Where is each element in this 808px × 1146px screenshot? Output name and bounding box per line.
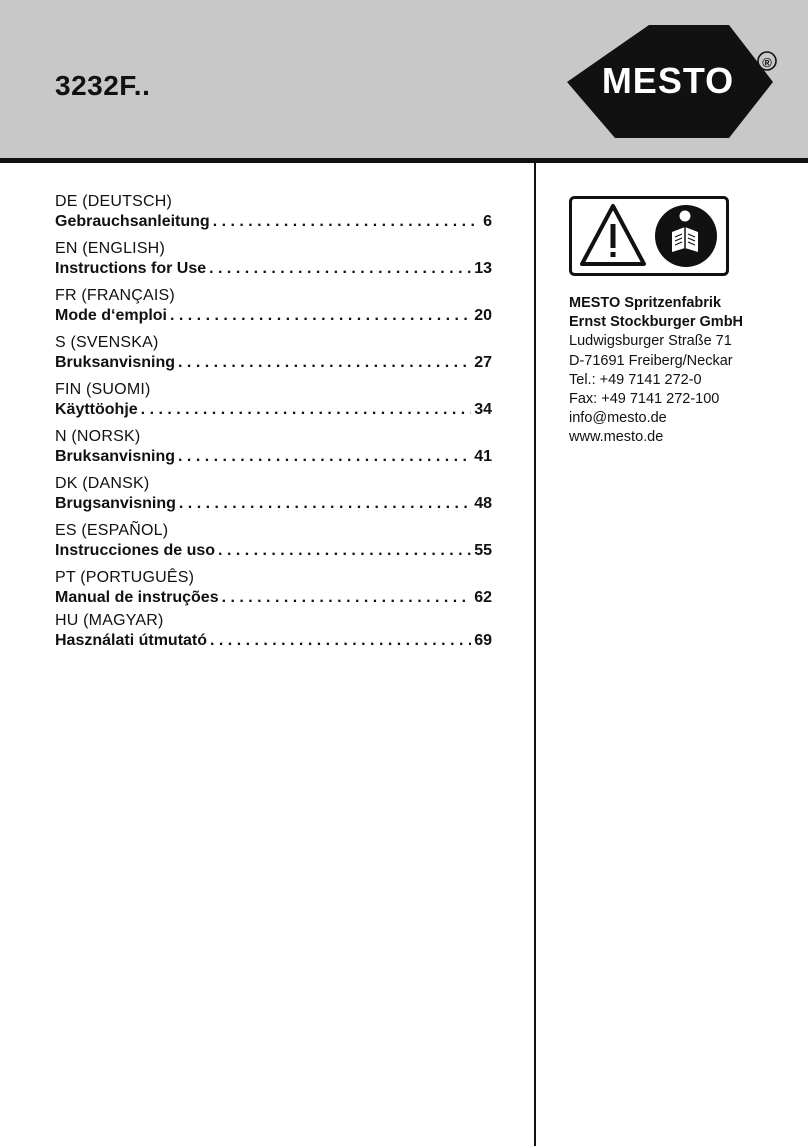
toc-leader-dots	[178, 353, 471, 373]
toc-entry-es[interactable]	[55, 521, 492, 561]
header-band	[0, 0, 808, 158]
company-name: MESTO Spritzenfabrik	[569, 295, 722, 311]
toc-language: FIN (SUOMI)	[55, 381, 151, 398]
column-divider	[534, 163, 536, 1146]
toc-leader-dots	[209, 259, 471, 279]
registered-mark: ®	[762, 55, 772, 70]
safety-symbols-box	[569, 196, 729, 276]
toc-entry-fr[interactable]	[55, 286, 492, 326]
toc-page-number: 69	[474, 632, 492, 649]
toc-title: Gebrauchsanleitung	[55, 213, 210, 230]
toc-language: DK (DANSK)	[55, 475, 150, 492]
toc-entry-pt[interactable]	[55, 568, 492, 608]
toc-page-number: 55	[474, 542, 492, 559]
toc-language: N (NORSK)	[55, 428, 141, 445]
toc-title: Mode d‘emploi	[55, 307, 167, 324]
toc-language: S (SVENSKA)	[55, 334, 159, 351]
telephone: Tel.: +49 7141 272-0	[569, 371, 702, 388]
contact-block	[569, 294, 789, 448]
toc-row[interactable]	[55, 541, 492, 561]
toc-page-number: 13	[474, 260, 492, 277]
toc-title: Bruksanvisning	[55, 448, 176, 465]
toc-row[interactable]	[55, 306, 492, 326]
toc-row[interactable]	[55, 631, 492, 651]
company-name-line2: Ernst Stockburger GmbH	[569, 314, 744, 331]
toc-page-number: 48	[474, 495, 492, 512]
toc-leader-dots	[179, 494, 471, 514]
toc-row[interactable]	[55, 400, 492, 420]
toc-entry-de[interactable]	[55, 192, 492, 232]
website-link[interactable]: www.mesto.de	[569, 429, 664, 446]
toc-title: Manual de instruções	[55, 589, 219, 606]
toc-row[interactable]	[55, 447, 492, 467]
toc-language: EN (ENGLISH)	[55, 240, 165, 257]
toc-page-number: 6	[483, 213, 492, 230]
toc-page-number: 62	[474, 589, 492, 606]
logo-text: MESTO	[601, 60, 735, 101]
toc-row[interactable]	[55, 212, 492, 232]
model-number: 3232F..	[55, 70, 151, 101]
toc-row[interactable]	[55, 588, 492, 608]
toc-title: Használati útmutató	[55, 632, 208, 649]
toc-leader-dots	[222, 588, 472, 608]
toc-entry-dk[interactable]	[55, 474, 492, 514]
toc-title: Brugsanvisning	[55, 495, 176, 512]
toc-row[interactable]	[55, 494, 492, 514]
toc-leader-dots	[178, 447, 471, 467]
toc-entry-s[interactable]	[55, 333, 492, 373]
toc-title: Instructions for Use	[55, 260, 207, 277]
toc-entry-fin[interactable]	[55, 380, 492, 420]
toc-language: DE (DEUTSCH)	[55, 193, 173, 210]
toc-leader-dots	[218, 541, 471, 561]
mesto-logo	[563, 20, 783, 140]
toc-title: Käyttöohje	[55, 401, 138, 418]
toc-row[interactable]	[55, 353, 492, 373]
toc-language: FR (FRANÇAIS)	[55, 287, 175, 304]
toc-language: HU (MAGYAR)	[55, 612, 164, 629]
toc-leader-dots	[170, 306, 471, 326]
toc-page-number: 41	[474, 448, 492, 465]
toc-page-number: 27	[474, 354, 492, 371]
toc-language: PT (PORTUGUÊS)	[55, 569, 195, 586]
toc-title: Bruksanvisning	[55, 354, 176, 371]
city-address: D-71691 Freiberg/Neckar	[569, 352, 733, 369]
toc-leader-dots	[141, 400, 472, 420]
fax: Fax: +49 7141 272-100	[569, 391, 720, 408]
toc-entry-hu[interactable]	[55, 611, 492, 651]
toc-entry-en[interactable]	[55, 239, 492, 279]
email-link[interactable]: info@mesto.de	[569, 410, 667, 427]
toc-row[interactable]	[55, 259, 492, 279]
toc-page-number: 34	[474, 401, 492, 418]
header-rule	[0, 158, 808, 163]
toc-leader-dots	[213, 212, 480, 232]
toc-language: ES (ESPAÑOL)	[55, 522, 169, 539]
toc-page-number: 20	[474, 307, 492, 324]
table-of-contents	[55, 192, 492, 658]
toc-title: Instrucciones de uso	[55, 542, 216, 559]
toc-entry-n[interactable]	[55, 427, 492, 467]
toc-leader-dots	[210, 631, 471, 651]
read-manual-icon	[655, 205, 717, 267]
street-address: Ludwigsburger Straße 71	[569, 333, 732, 350]
